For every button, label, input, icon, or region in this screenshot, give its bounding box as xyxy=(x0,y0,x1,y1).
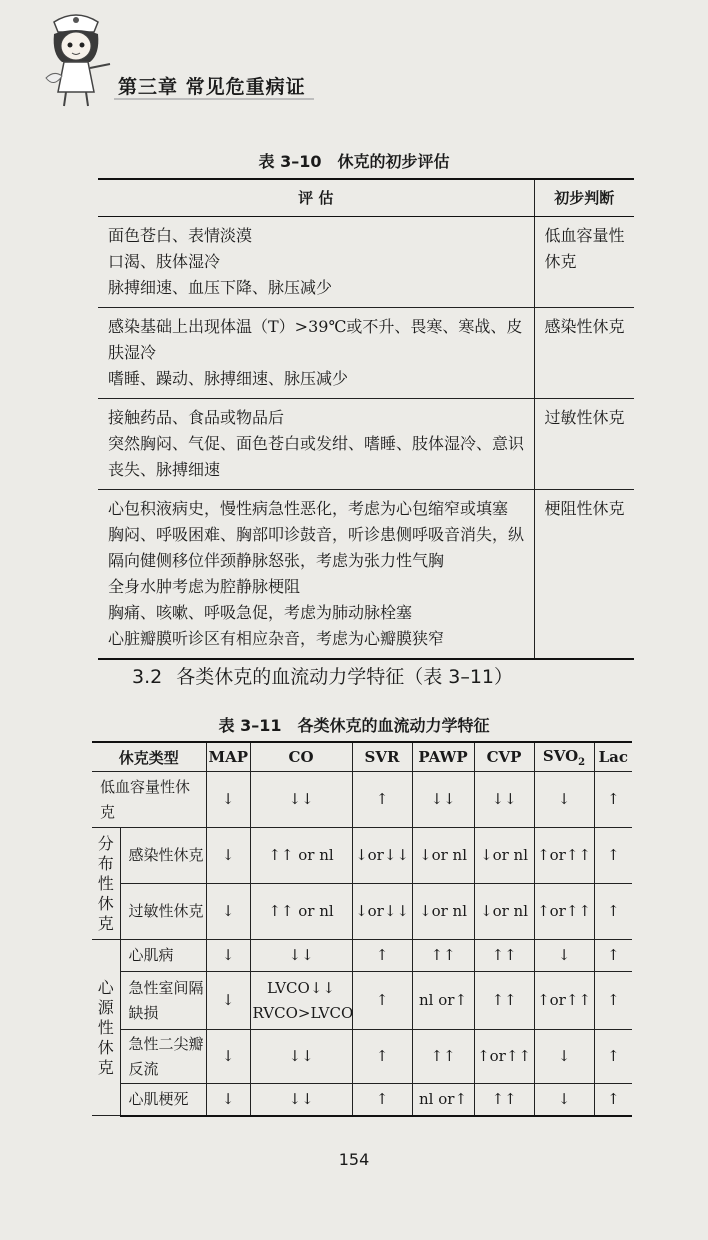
map-cell: ↓ xyxy=(206,1030,250,1084)
svo2-cell: ↓ xyxy=(534,940,594,972)
pawp-cell: ↓↓ xyxy=(412,772,474,828)
section-heading xyxy=(132,662,513,689)
assessment-line: 接触药品、食品或物品后 xyxy=(108,408,285,427)
svr-cell: ↑ xyxy=(352,972,412,1030)
lac-cell: ↑ xyxy=(594,1084,632,1116)
header-pawp: PAWP xyxy=(412,742,474,772)
map-cell: ↓ xyxy=(206,884,250,940)
table-row xyxy=(92,1084,632,1116)
caption-title: 各类休克的血流动力学特征 xyxy=(297,716,490,735)
lac-cell: ↑ xyxy=(594,884,632,940)
co-cell: ↓↓ xyxy=(250,772,352,828)
table-header-row xyxy=(98,179,634,217)
co-cell: ↓↓ xyxy=(250,1084,352,1116)
assessment-cell xyxy=(98,308,534,399)
svo2-cell: ↓ xyxy=(534,1030,594,1084)
assessment-line: 突然胸闷、气促、面色苍白或发绀、嗜睡、肢体湿冷、意识丧失、脉搏细速 xyxy=(108,434,525,479)
judgment-cell: 过敏性休克 xyxy=(534,399,634,490)
table-row xyxy=(98,308,634,399)
judgment-cell: 低血容量性休克 xyxy=(534,217,634,308)
assessment-cell xyxy=(98,490,534,660)
cvp-cell: ↓or nl xyxy=(474,828,534,884)
cvp-cell: ↑↑ xyxy=(474,972,534,1030)
header-assessment: 评 估 xyxy=(98,179,534,217)
cvp-cell: ↓↓ xyxy=(474,772,534,828)
table-row xyxy=(92,772,632,828)
header-type: 休克类型 xyxy=(92,742,206,772)
pawp-cell: ↑↑ xyxy=(412,940,474,972)
map-cell: ↓ xyxy=(206,772,250,828)
pawp-cell: ↓or nl xyxy=(412,828,474,884)
assessment-line: 感染基础上出现体温（T）>39℃或不升、畏寒、寒战、皮肤湿冷 xyxy=(108,317,523,362)
group-cardiogenic: 心源性休克 xyxy=(92,940,120,1116)
type-name: 心肌病 xyxy=(120,940,206,972)
pawp-cell: nl or↑ xyxy=(412,972,474,1030)
type-name: 过敏性休克 xyxy=(120,884,206,940)
svr-cell: ↓or↓↓ xyxy=(352,884,412,940)
caption-number: 表 3–11 xyxy=(218,716,282,735)
type-name: 感染性休克 xyxy=(120,828,206,884)
svo2-cell: ↓ xyxy=(534,1084,594,1116)
assessment-line: 全身水肿考虑为腔静脉梗阻 xyxy=(108,577,301,596)
assessment-line: 嗜睡、躁动、脉搏细速、脉压减少 xyxy=(108,369,349,388)
assessment-line: 心包积液病史，慢性病急性恶化，考虑为心包缩窄或填塞 xyxy=(108,499,509,518)
header-co: CO xyxy=(250,742,352,772)
co-cell: ↑↑ or nl xyxy=(250,828,352,884)
co-line: LVCO↓↓ xyxy=(267,978,335,997)
header-rule xyxy=(114,98,314,100)
caption-title: 休克的初步评估 xyxy=(337,152,450,171)
cvp-cell: ↓or nl xyxy=(474,884,534,940)
caption-number: 表 3–10 xyxy=(258,152,322,171)
chapter-title: 第三章 常见危重病证 xyxy=(118,76,306,98)
header-judgment: 初步判断 xyxy=(534,179,634,217)
table-row xyxy=(92,940,632,972)
svo2-label: SVO xyxy=(542,746,579,765)
svo2-subscript: 2 xyxy=(578,756,586,768)
map-cell: ↓ xyxy=(206,1084,250,1116)
svo2-cell: ↑or↑↑ xyxy=(534,884,594,940)
pawp-cell: ↑↑ xyxy=(412,1030,474,1084)
table-row xyxy=(98,490,634,660)
svr-cell: ↑ xyxy=(352,1030,412,1084)
assessment-line: 口渴、肢体湿冷 xyxy=(108,252,221,271)
assessment-line: 脉搏细速、血压下降、脉压减少 xyxy=(108,278,333,297)
cvp-cell: ↑↑ xyxy=(474,1084,534,1116)
section-number: 3.2 xyxy=(132,666,163,688)
co-cell xyxy=(250,972,352,1030)
page-number: 154 xyxy=(338,1150,370,1169)
svr-cell: ↓or↓↓ xyxy=(352,828,412,884)
co-cell: ↓↓ xyxy=(250,940,352,972)
assessment-line: 胸闷、呼吸困难、胸部叩诊鼓音，听诊患侧呼吸音消失，纵隔向健侧移位伴颈静脉怒张，考虑为张力性气胸 xyxy=(108,525,525,570)
header-svr: SVR xyxy=(352,742,412,772)
co-cell: ↓↓ xyxy=(250,1030,352,1084)
assessment-line: 心脏瓣膜听诊区有相应杂音，考虑为心瓣膜狭窄 xyxy=(108,629,445,648)
map-cell: ↓ xyxy=(206,828,250,884)
assessment-line: 胸痛、咳嗽、呼吸急促，考虑为肺动脉栓塞 xyxy=(108,603,413,622)
table-3-11-caption xyxy=(0,713,708,736)
shock-assessment-table xyxy=(98,178,634,660)
table-header-row xyxy=(92,742,632,772)
table-row xyxy=(92,1030,632,1084)
lac-cell: ↑ xyxy=(594,828,632,884)
type-name: 低血容量性休克 xyxy=(92,772,206,828)
table-3-10-caption xyxy=(0,149,708,172)
group-distributive: 分布性休克 xyxy=(92,828,120,940)
header-cvp: CVP xyxy=(474,742,534,772)
svr-cell: ↑ xyxy=(352,772,412,828)
hemodynamics-table xyxy=(92,741,632,1117)
co-line: RVCO>LVCO xyxy=(252,1003,354,1022)
section-title: 各类休克的血流动力学特征（表 3–11） xyxy=(176,666,514,688)
map-cell: ↓ xyxy=(206,972,250,1030)
co-cell: ↑↑ or nl xyxy=(250,884,352,940)
nurse-mascot-icon xyxy=(40,8,112,108)
pawp-cell: ↓or nl xyxy=(412,884,474,940)
judgment-cell: 梗阻性休克 xyxy=(534,490,634,660)
svo2-cell: ↑or↑↑ xyxy=(534,828,594,884)
svr-cell: ↑ xyxy=(352,940,412,972)
cvp-cell: ↑↑ xyxy=(474,940,534,972)
table-row xyxy=(98,399,634,490)
lac-cell: ↑ xyxy=(594,940,632,972)
svo2-cell: ↑or↑↑ xyxy=(534,972,594,1030)
svo2-cell: ↓ xyxy=(534,772,594,828)
header-lac: Lac xyxy=(594,742,632,772)
table-row xyxy=(98,217,634,308)
header-map: MAP xyxy=(206,742,250,772)
assessment-cell xyxy=(98,217,534,308)
cvp-cell: ↑or↑↑ xyxy=(474,1030,534,1084)
assessment-line: 面色苍白、表情淡漠 xyxy=(108,226,253,245)
judgment-cell: 感染性休克 xyxy=(534,308,634,399)
assessment-cell xyxy=(98,399,534,490)
type-name: 急性室间隔缺损 xyxy=(120,972,206,1030)
header-svo2 xyxy=(534,742,594,772)
table-row xyxy=(92,884,632,940)
lac-cell: ↑ xyxy=(594,972,632,1030)
lac-cell: ↑ xyxy=(594,772,632,828)
map-cell: ↓ xyxy=(206,940,250,972)
table-row xyxy=(92,828,632,884)
type-name: 急性二尖瓣反流 xyxy=(120,1030,206,1084)
table-row xyxy=(92,972,632,1030)
type-name: 心肌梗死 xyxy=(120,1084,206,1116)
lac-cell: ↑ xyxy=(594,1030,632,1084)
svr-cell: ↑ xyxy=(352,1084,412,1116)
pawp-cell: nl or↑ xyxy=(412,1084,474,1116)
